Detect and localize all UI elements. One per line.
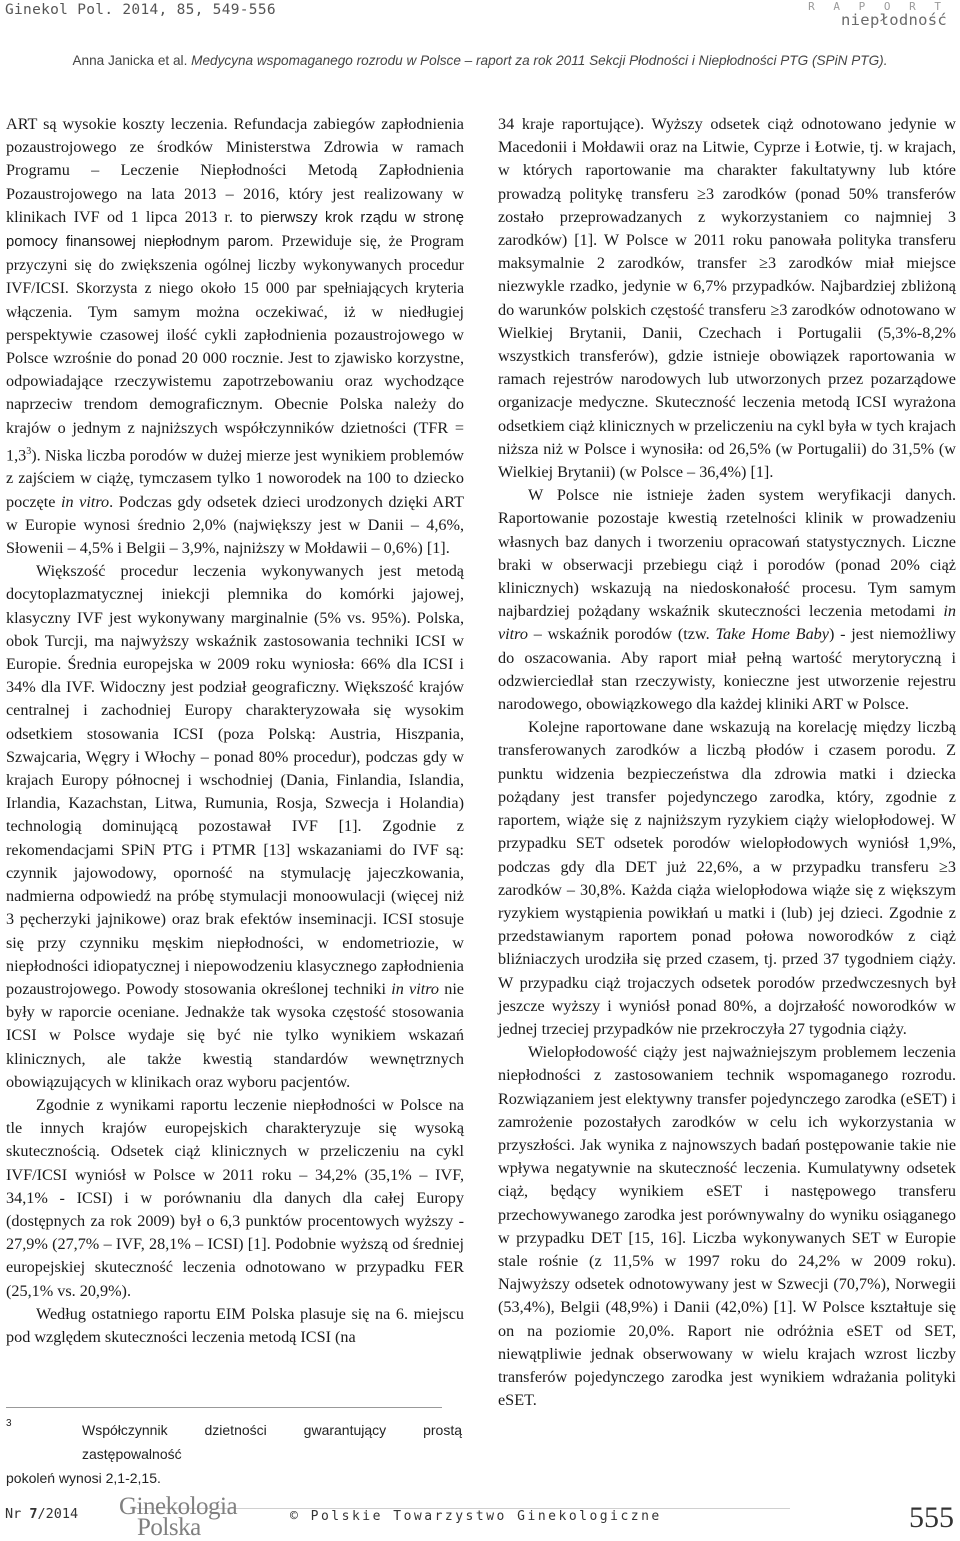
- issue-year: /2014: [37, 1506, 79, 1522]
- text-span: W Polsce nie istnieje żaden system weryfikacji danych. Raportowanie pozostaje kwestią rzetelności klinik w prowadzeniu własnych baz danych i tworzeniu opracowań statystycznych. Liczne braki w obserwacji przebiegu ciąż i porodów (ponad 20% ciąż klinicznych) wskazują na niedoskonałość procesu. Tym samym najbardziej pożądany wskaźnik skuteczności leczenia metodami: [498, 486, 956, 621]
- copyright-notice: © Polskie Towarzystwo Ginekologiczne: [290, 1509, 662, 1524]
- text-span: ≥3: [939, 857, 956, 876]
- italic-text: Take Home Baby: [715, 625, 829, 644]
- text-span: Tym samym można oczekiwać, iż w niedługiej perspektywie czasowej ilość cykli zapłodnienia pozaustrojowego w Polsce wzrośnie do ponad 20 000 rocznie. Jest to zjawisko korzystne, odpowiadające rzeczywistemu zapotrzebowaniu oraz wychodzące naprzeciw trendom demograficznym. Obecnie Polska należy do krajów o jednym z najniższych współczynników dzietności (TFR = 1,3: [6, 302, 464, 465]
- paragraph: [6, 560, 464, 1094]
- text-span: . Podczas gdy odsetek dzieci urodzonych dzięki ART w Europie wynosi średnio 2,0% (największy jest w Danii – 4,6%, Słowenii – 4,5% i Belgii – 3,9%, najniższy w Mołdawii – 0,6%) [1].: [6, 492, 464, 558]
- text-span: – wskaźnik porodów (tzw.: [527, 625, 716, 644]
- paragraph: Zgodnie z wynikami raportu leczenie niepłodności w Polsce na tle innych krajów europejskich charakteryzuje się wysoką skutecznością. Odsetek ciąż klinicznych w przeliczeniu na cykl IVF/ICSI wyniósł w Polsce w 2011 roku – 34,2% (35,1% – IVF, 34,1% - ICSI) i w porównaniu dla danych dla całej Europy (dostępnych za rok 2009) był o 6,3 punktów procentowych wyższy - 27,9% (27,7% – IVF, 28,1% – ICSI) [1]. Podobnie wyższą od średniej europejskiej skuteczność leczenia odnotowano w przypadku FER (25,1% vs. 20,9%).: [6, 1095, 464, 1300]
- text-span: zarodków miał miejsce niezwykle rzadko, jedynie w 6,7% przypadków. Najbardziej zbliżoną do warunków polskich częstość transferu: [498, 254, 956, 319]
- page-number: 555: [909, 1501, 954, 1534]
- text-span: Przewiduje się, że Program przyczyni się do zwiększenia ogólnej liczby wykonywanych procedur IVF/ICSI.: [6, 233, 464, 298]
- italic-text: in vitro: [391, 979, 440, 998]
- text-span: Większość procedur leczenia wykonywanych jest metodą docytoplazmatycznej iniekcji plemnika do komórki jajowej, klasyczny IVF jest wykonywany marginalnie (5% vs. 95%). Polska, obok Turcji, ma najwyższy wskaźnik zastosowania techniki ICSI w Europie. Średnia europejska w 2009 roku wyniosła: 66% dla ICSI i 34% dla IVF. Widoczny jest podział geograficzny. Większość krajów centralnej i zachodniej Europy charakteryzowała się wysokim odsetkiem stosowania ICSI (poza Polską: Austria, Hiszpania, Szwajcaria, Węgry i Włochy – ponad 80% procedur), podczas gdy w krajach Europy północnej i wschodniej (Dania, Finlandia, Islandia, Irlandia, Kazachstan, Litwa, Rumunia, Rosja, Szwecja i Holandia) technologią dominującą pozostawał IVF [1]. Zgodnie z rekomendacjami SPiN PTG i PTMR [13] wskazaniami do IVF są: czynnik jajowodowy, oporność na stymulację jajeczkowania, nadmierna odpowiedź na próbę stymulacji monoowulacji (więcej niż 3 pęcherzyki jajnikowe) oraz brak efektów inseminacji. ICSI stosuje się przy czynniku męskim niepłodności, w endometriozie, w niepłodności idiopatycznej i niepowodzeniu klasycznego zapłodnienia pozaustrojowego. Powody stosowania określonej techniki: [6, 562, 464, 998]
- text-span: ART są wysokie koszty leczenia. Refundacja zabiegów zapłodnienia pozaustrojowego ze środków Ministerstwa Zdrowia w ramach Programu – Leczenie Niepłodności Metodą Zapłodnienia Pozaustrojowego na lata 2013 – 2016, który jest realizowany w klinikach IVF od 1 lipca 2013 r.: [6, 115, 464, 226]
- paragraph: [498, 113, 956, 484]
- issue-number-value: 7: [29, 1506, 38, 1522]
- paragraph: [6, 113, 464, 560]
- footnote-divider: [6, 1407, 442, 1408]
- footnote-text-line2: pokoleń wynosi 2,1-2,15.: [6, 1470, 161, 1486]
- text-span: ≥3: [770, 300, 788, 319]
- text-span: Kolejne raportowane dane wskazują na korelację między liczbą transferowanych zarodków a liczbą płodów i czasem porodu. Z punktu widzenia bezpieczeństwa dla zdrowia matki i dziecka pożądany jest transfer pojedynczego zarodka, który, zgodnie z raportem, wiąże się z najniższym ryzykiem ciąży wielopłodowej. W przypadku SET odsetek porodów wielopłodowych wyniósł 1,9%, podczas gdy dla DET już 22,6%, a w przypadku transferu: [498, 718, 956, 876]
- text-span: zarodków odnotowano w Wielkiej Brytanii, Danii, Czechach i Portugalii (5,3%-8,2% wszystkich transferów), gdzie istnieje obowiązek raportowania w ramach rejestrów narodowych lub utworzonych przez pozarządowe organizacje medyczne. Skuteczność leczenia metodą ICSI wyrażona odsetkiem ciąż klinicznych w przeliczeniu na cykl była w tych krajach niższa niż w Polsce i wynosiła: od 26,5% (w Portugalii) do 31,5% (w Wielkiej Brytanii) (w Polsce – 36,4%) [1].: [498, 300, 957, 482]
- text-span: ) - jest niemożliwy do oszacowania. Aby raport miał pełną wartość merytoryczną i odzwierciedlał stan rzeczywisty, konieczne jest utworzenie rejestru narodowego, obowiązkowego dla każdej kliniki ART w Polsce.: [498, 625, 957, 714]
- text-span: to pierwszy krok rządu w stronę pomocy finansowej niepłodnym parom.: [6, 209, 465, 251]
- text-span: zarodków (ponad 50% transferów zostało przeprowadzanych z wykorzystaniem co najmniej 3 zarodków) [1]. W Polsce w 2011 roku panowała polityka transferu maksymalnie 2 zarodków, transfer: [498, 184, 957, 273]
- text-span: ). Niska liczba porodów w dużej mierze jest wynikiem problemów z zajściem w ciążę, tymczasem tylko 1 noworodek na 100 to dziecko poczęte: [6, 446, 464, 511]
- page-header: [5, 0, 955, 30]
- footnote-text-line1: Współczynnik dzietności gwarantujący prostą zastępowalność: [82, 1422, 462, 1462]
- journal-logo: [119, 1493, 243, 1541]
- issue-prefix: Nr: [5, 1506, 30, 1522]
- text-span: nie były w raporcie oceniane. Jednakże tak wysoka częstość stosowania ICSI w Polsce wydaje się być nie tylko wynikiem wskazań klinicznych, ale także kwestią standardów wewnętrznych obowiązujących w klinikach oraz wyboru pacjentów.: [6, 979, 464, 1091]
- text-span: zarodków – 30,8%. Każda ciąża wielopłodowa wiąże się z większym ryzykiem wystąpienia powikłań u matki i (lub) jej dzieci. Zgodnie z przedstawianym raportem ponad połowa noworodków z ciąż bliźniaczych urodziła się przed czasem, tj. przed 37 tygodniem ciąży. W przypadku ciąż trojaczych odsetek porodów przedwczesnych był jeszcze wyższy i wyniósł ponad 80%, a dojrzałość noworodków w jednej trzeciej przypadków nie przekroczyła 27 tygodnia ciąży.: [498, 880, 956, 1038]
- issue-number: [5, 1506, 78, 1522]
- italic-text: in vitro: [498, 602, 956, 644]
- text-span: 34 kraje raportujące). Wyższy odsetek ciąż odnotowano jedynie w Macedonii i Mołdawii oraz na Litwie, Cyprze i Łotwie, tj. w krajach, w których raportowanie ma charakter fakultatywny lub które prowadzą politykę transferu: [498, 115, 956, 203]
- right-column: [498, 113, 956, 1412]
- left-column: [6, 113, 464, 1349]
- journal-reference: Ginekol Pol. 2014, 85, 549-556: [5, 2, 276, 18]
- section-name: niepłodność: [841, 11, 947, 29]
- running-head-title: Medycyna wspomaganego rozrodu w Polsce – raport za rok 2011 Sekcji Płodności i Niepłodności PTG (SPiN PTG).: [191, 53, 888, 68]
- logo-line-1: Ginekologia: [119, 1493, 238, 1520]
- text-span: ≥3: [759, 254, 777, 273]
- paragraph: Według ostatniego raportu EIM Polska plasuje się na 6. miejscu pod względem skuteczności leczenia metodą ICSI (na: [6, 1304, 464, 1346]
- footnote: [6, 1418, 462, 1490]
- paragraph: Wielopłodowość ciąży jest najważniejszym problemem leczenia niepłodności z zastosowaniem technik wspomaganego rozrodu. Rozwiązaniem jest elektywny transfer pojedynczego zarodka (eSET) i zamrożenie pozostałych zarodków w celu ich wykorzystania w przyszłości. Jak wynika z najnowszych badań postępowanie takie nie wpływa negatywnie na skuteczność leczenia. Kumulatywny odsetek ciąż, będący wynikiem eSET i następowego transferu przechowywanego zarodka jest porównywalny do wyniku osiąganego w przypadku DET [15, 16]. Liczba wykonywanych SET w Europie stale rośnie (z 11,5% w 1997 roku do 24,2% w 2009 roku). Najwyższy odsetek odnotowywany jest w Szwecji (70,7%), Norwegii (53,4%), Belgii (48,9%) i Danii (42,0%) [1]. W Polsce kształtuje się on na poziomie 20,0%. Raport nie odróżnia eSET od SET, niewątpliwie jednak obserwowany w wielu krajach wzrost liczby transferów pojedynczego zarodka jest wynikiem wdrażania polityki eSET.: [498, 1043, 956, 1410]
- footnote-mark: 3: [6, 1418, 12, 1429]
- running-head-authors: Anna Janicka et al.: [72, 53, 192, 68]
- running-head: [0, 53, 960, 68]
- text-span: Skorzysta z niego około 15 000 par spełniających kryteria włączenia.: [6, 280, 464, 321]
- text-span: ≥3: [697, 184, 715, 203]
- paragraph: [498, 716, 956, 1041]
- section-label: [808, 1, 947, 29]
- section-type: R A P O R T: [808, 0, 947, 13]
- paragraph: [498, 484, 956, 716]
- italic-text: in vitro: [60, 492, 110, 511]
- logo-line-2: Polska: [137, 1514, 201, 1541]
- footnote-ref: 3: [26, 445, 32, 457]
